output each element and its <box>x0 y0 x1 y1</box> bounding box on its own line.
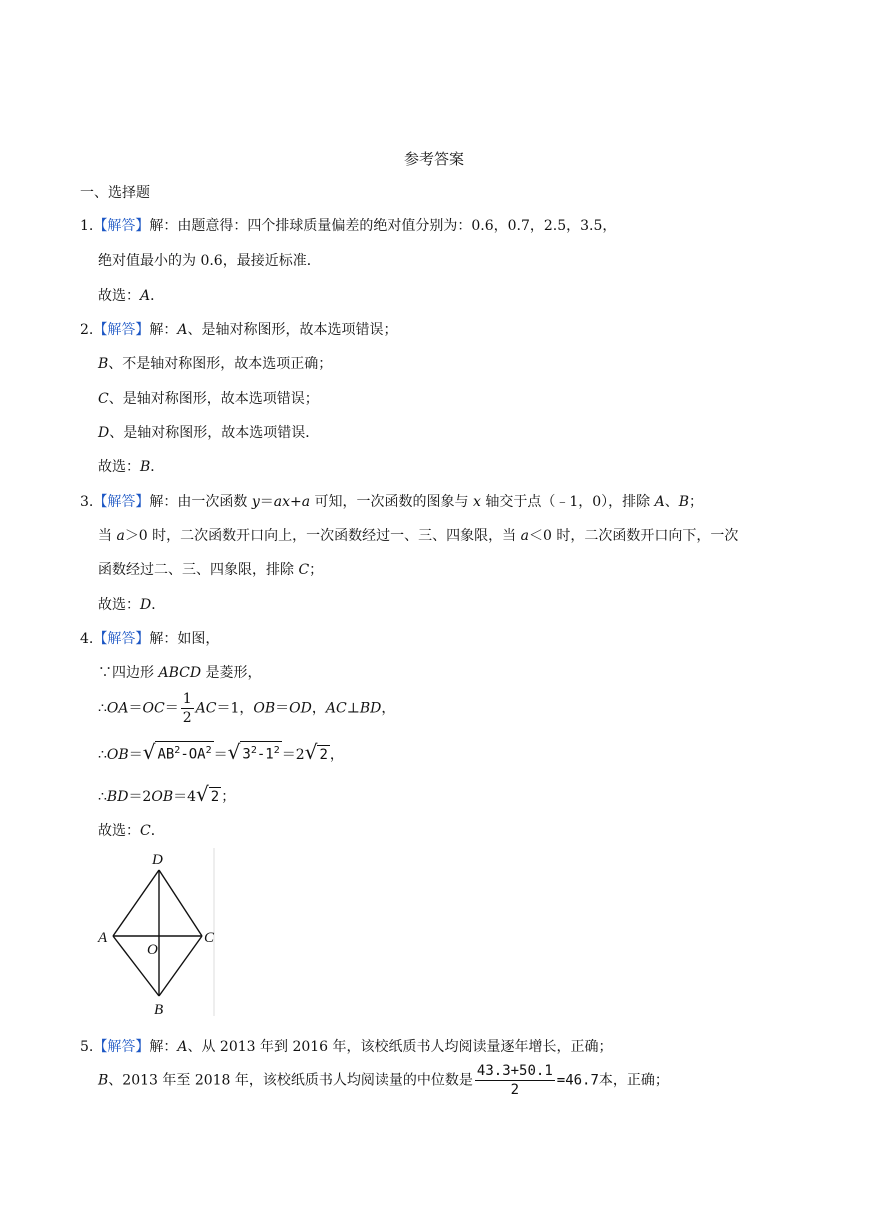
q1-line1: 1.【解答】解：由题意得：四个排球质量偏差的绝对值分别为：0.6，0.7，2.5，3.5， <box>80 218 617 234</box>
page-title: 参考答案 <box>404 150 465 168</box>
q2-line4: D、是轴对称图形，故本选项错误． <box>98 425 320 441</box>
q4-line5: ∴BD＝2OB＝4√ 2 ； <box>98 782 236 806</box>
q4-line4: ∴OB＝√ $AB^2-OA^2$ ＝√ $3^2-1^2 =2√$ 2 ， <box>98 740 344 764</box>
q2-answer-tag: 【解答】 <box>93 322 150 338</box>
q3-line2: 当 a＞0 时，二次函数开口向上，一次函数经过一、三、四象限，当 a＜0 时，二次函数开口向下，一次 <box>98 528 739 544</box>
sqrt-expression-2: $3^2-1^2$ <box>240 741 281 764</box>
section-heading: 一、选择题 <box>80 185 150 201</box>
q3-answer-tag: 【解答】 <box>93 494 150 510</box>
q5-number: 5. <box>80 1039 94 1055</box>
rhombus-figure <box>92 848 222 1018</box>
q3-line4: 故选：D． <box>98 597 166 613</box>
q4-number: 4. <box>80 631 94 647</box>
sqrt-two: 2 <box>319 747 328 763</box>
q5-line1: 5.【解答】解：A、从 2013 年到 2016 年，该校纸质书人均阅读量逐年增长，正确； <box>80 1039 613 1055</box>
q4-line2: ∵四边形 ABCD 是菱形， <box>98 665 262 681</box>
q5-answer-tag: 【解答】 <box>93 1039 150 1055</box>
q2-line2: B、不是轴对称图形，故本选项正确； <box>98 356 333 372</box>
q2-line3: C、是轴对称图形，故本选项错误； <box>98 391 319 407</box>
sqrt-two-2: 2 <box>210 789 220 805</box>
q2-line5: 故选：B． <box>98 459 165 475</box>
q1-number: 1. <box>80 218 94 234</box>
label-o: O <box>147 942 158 958</box>
median-fraction: $\frac{43.3+50.1}{2}$ <box>476 1063 553 1098</box>
q3-line3: 函数经过二、三、四象限，排除 C； <box>98 562 324 578</box>
q2-number: 2. <box>80 322 94 338</box>
q4-line6: 故选：C． <box>98 823 165 839</box>
sqrt-expression-1: $AB^2-OA^2$ <box>155 741 213 764</box>
q1-line2: 绝对值最小的为 0.6，最接近标准． <box>98 253 321 269</box>
q2-line1: 2.【解答】解：A、是轴对称图形，故本选项错误； <box>80 322 398 338</box>
q1-answer-tag: 【解答】 <box>93 218 150 234</box>
q1-line3: 故选：A． <box>98 288 165 304</box>
edge-da <box>113 870 159 936</box>
q4-line1: 4.【解答】解：如图， <box>80 631 220 647</box>
label-b: B <box>154 1002 164 1018</box>
edge-cb <box>159 936 202 996</box>
q3-number: 3. <box>80 494 94 510</box>
label-d: D <box>152 852 163 868</box>
q3-line1: 3.【解答】解：由一次函数 y＝ax+a 可知，一次函数的图象与 x 轴交于点（﹣1，0），排除 A、B； <box>80 494 704 510</box>
label-a: A <box>98 930 108 946</box>
label-c: C <box>204 930 215 946</box>
fraction-one-half: $\frac{1}{2}$ <box>182 691 192 726</box>
q5-line2: B、2013 年至 2018 年，该校纸质书人均阅读量的中位数是 $\frac{43.3+50.1}{2}$ =46.7本，正确； <box>98 1063 669 1098</box>
q4-answer-tag: 【解答】 <box>93 631 150 647</box>
edge-dc <box>159 870 202 936</box>
q4-line3: ∴OA＝OC＝ $\frac{1}{2}$ AC＝1，OB＝OD，AC⊥BD， <box>98 691 396 726</box>
